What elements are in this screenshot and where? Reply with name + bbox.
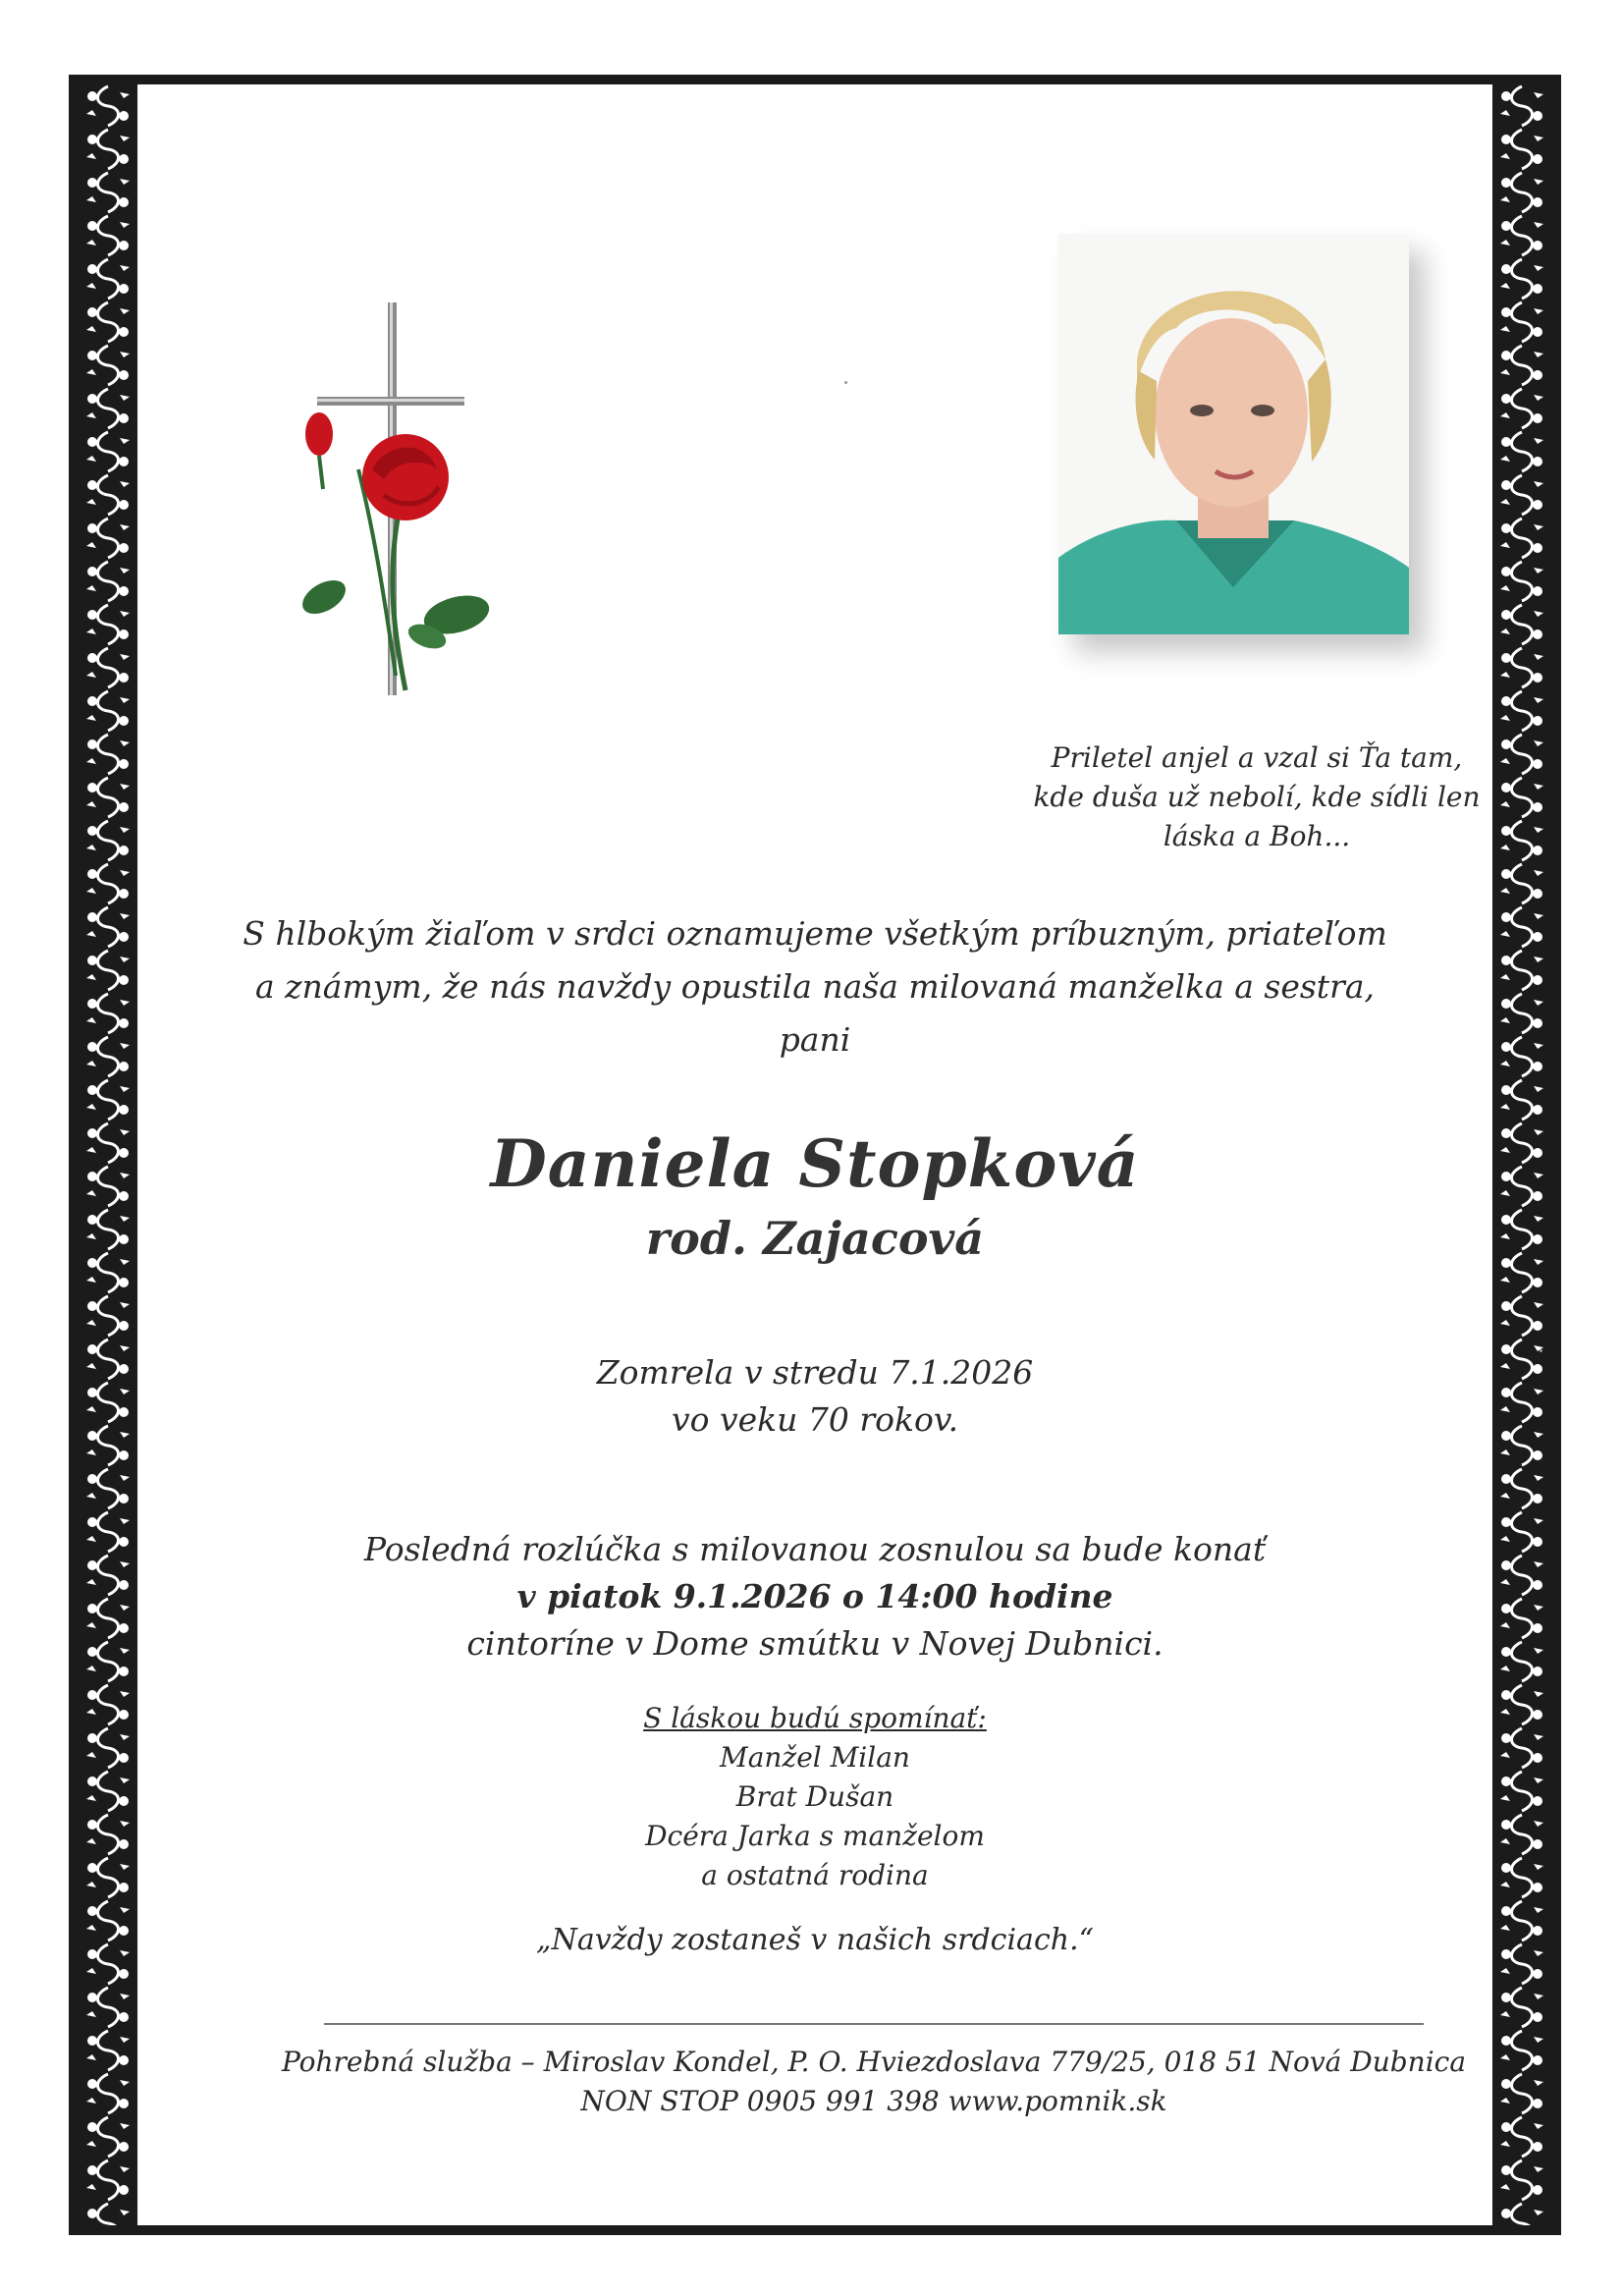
scan-speck [1540,1349,1542,1352]
mourners-heading: S láskou budú spomínať: [643,1702,987,1734]
funeral-place: cintoríne v Dome smútku v Novej Dubnici. [466,1624,1163,1663]
deceased-name: Daniela Stopková [490,1125,1140,1202]
mourner-item: Manžel Milan [720,1741,910,1774]
footer-divider [324,2023,1424,2025]
footer-contact: NON STOP 0905 991 398 www.pomnik.sk [580,2085,1167,2117]
age: vo veku 70 rokov. [671,1400,959,1439]
funeral-info [137,1526,1492,1667]
mourner-item: Brat Dušan [735,1780,894,1813]
closing-quote: „Navždy zostaneš v našich srdciach.“ [536,1923,1094,1957]
mourner-item: Dcéra Jarka s manželom [645,1820,985,1852]
funeral-service-footer [137,2043,1492,2121]
death-info [137,1349,1492,1444]
announcement [137,907,1492,1066]
announcement-line: a známym, že nás navždy opustila naša milovaná manželka a sestra, [254,967,1375,1006]
motto-line: Priletel anjel a vzal si Ťa tam, [1051,741,1463,774]
scan-speck [844,381,847,384]
ornamental-border-right [1494,84,1549,2225]
notice-sheet [137,84,1492,2225]
motto-line: láska a Boh... [1163,820,1351,852]
mourners-list [137,1699,1492,1895]
announcement-line: pani [779,1020,851,1059]
maiden-name: rod. Zajacová [645,1212,985,1265]
motto-line: kde duša už nebolí, kde sídli len [1033,781,1481,813]
mourning-border [69,75,1561,2235]
footer-address: Pohrebná služba – Miroslav Kondel, P. O. Hviezdoslava 779/25, 018 51 Nová Dubnica [281,2046,1467,2078]
announcement-line: S hlbokým žiaľom v srdci oznamujeme všetkým príbuzným, priateľom [243,914,1387,953]
motto-verse [1021,738,1492,856]
funeral-datetime: v piatok 9.1.2026 o 14:00 hodine [516,1577,1113,1615]
ornamental-border-left [81,84,135,2225]
cross-with-rose-icon [290,302,496,705]
funeral-line: Posledná rozlúčka s milovanou zosnulou sa bude konať [363,1530,1267,1568]
death-date: Zomrela v stredu 7.1.2026 [596,1353,1034,1392]
mourner-item: a ostatná rodina [701,1859,929,1891]
portrait-photo [1058,234,1409,634]
